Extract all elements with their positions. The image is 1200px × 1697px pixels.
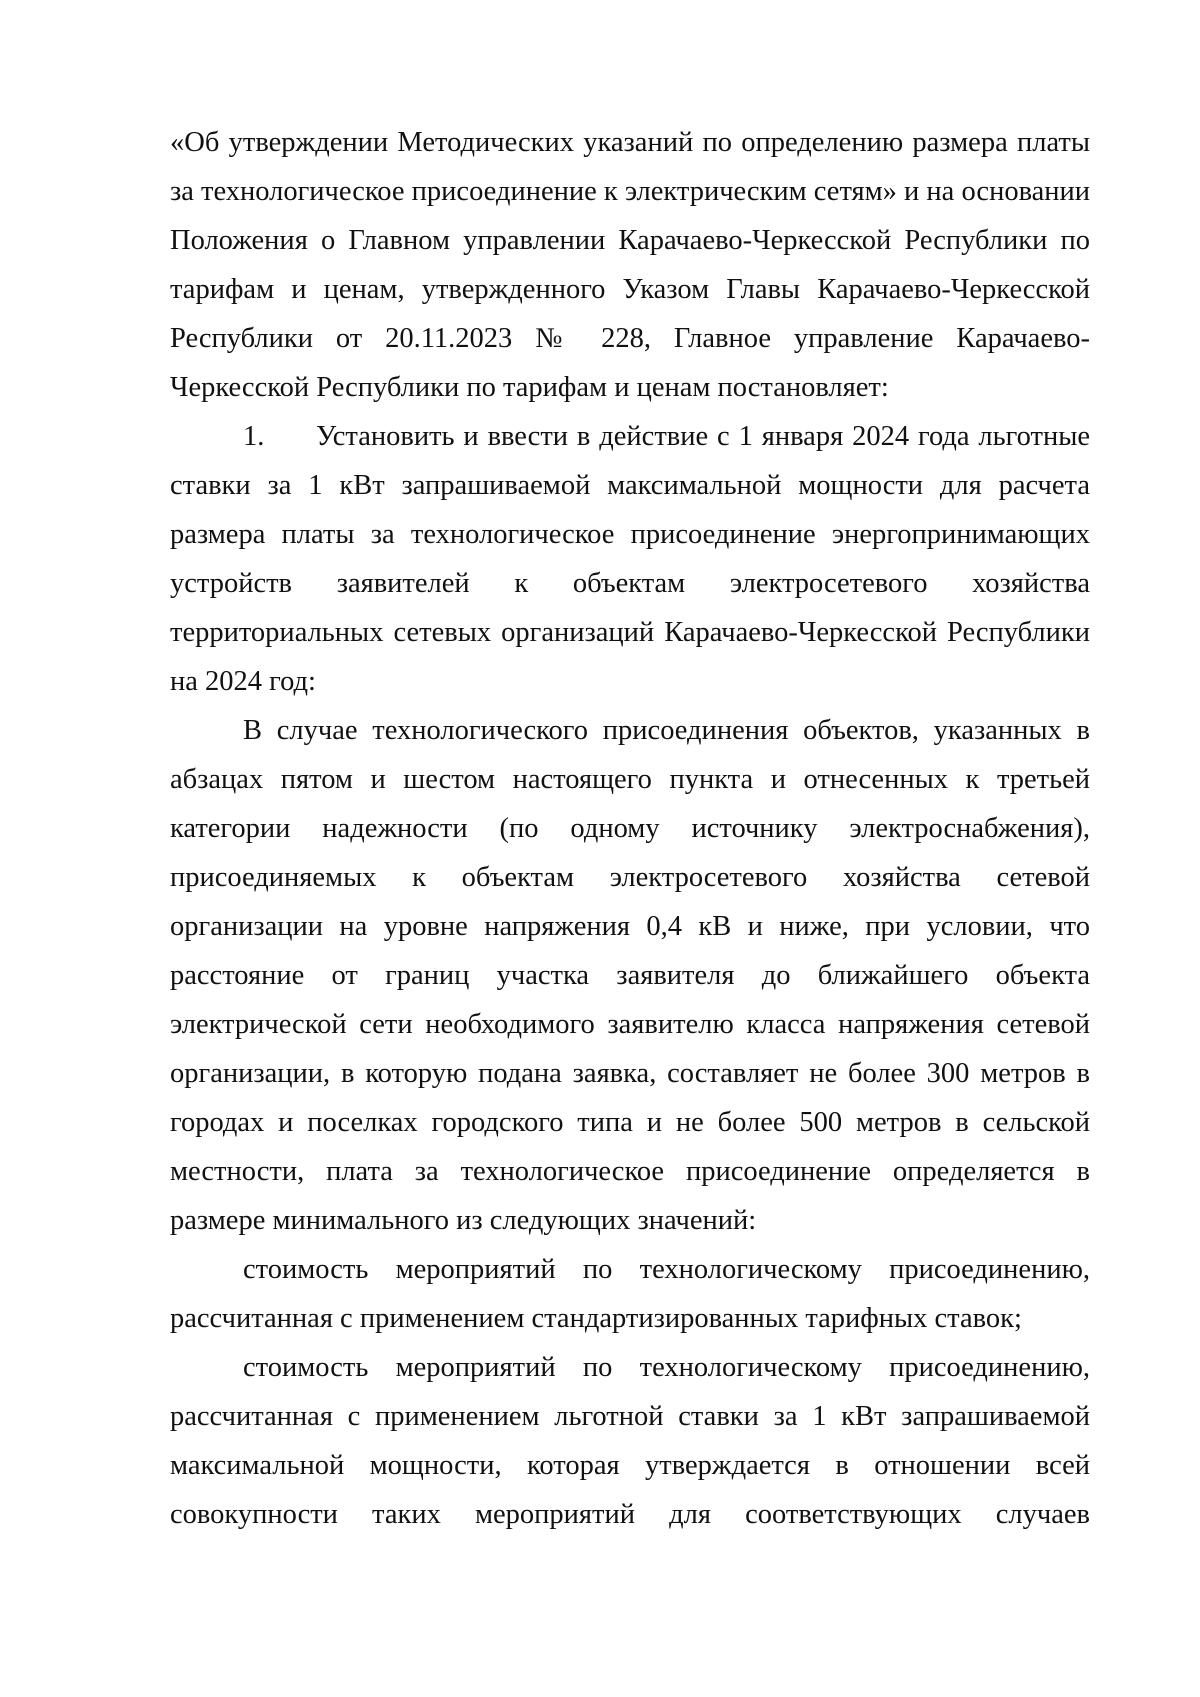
text-line: организации, в которую подана заявка, составляет не более 300 метров в <box>170 1058 1090 1089</box>
text-line: Республики от 20.11.2023 № 228, Главное управление Карачаево- <box>170 323 1090 354</box>
item-number: 1. <box>243 421 265 452</box>
cost-preferential-paragraph <box>170 1343 1090 1539</box>
text-line: местности, плата за технологическое присоединение определяется в <box>170 1156 1090 1187</box>
text-line: размере минимального из следующих значений: <box>170 1205 757 1236</box>
text-line: территориальных сетевых организаций Карачаево-Черкесской Республики <box>170 617 1090 648</box>
text-line: максимальной мощности, которая утверждается в отношении всей <box>170 1450 1090 1481</box>
text-line: В случае технологического присоединения объектов, указанных в <box>243 715 1090 746</box>
text-line: совокупности таких мероприятий для соответствующих случаев <box>170 1499 1090 1530</box>
text-line: абзацах пятом и шестом настоящего пункта и отнесенных к третьей <box>170 764 1090 795</box>
text-line: расстояние от границ участка заявителя до ближайшего объекта <box>170 960 1090 991</box>
item-1-first-line <box>170 412 1090 461</box>
text-line: городах и поселках городского типа и не более 500 метров в сельской <box>170 1107 1090 1138</box>
text-line: электрической сети необходимого заявителю класса напряжения сетевой <box>170 1009 1090 1040</box>
item-1-paragraph <box>170 412 1090 706</box>
cost-standard-paragraph <box>170 1245 1090 1343</box>
text-line: присоединяемых к объектам электросетевого хозяйства сетевой <box>170 862 1090 893</box>
text-line: тарифам и ценам, утвержденного Указом Главы Карачаево-Черкесской <box>170 274 1090 305</box>
text-line: «Об утверждении Методических указаний по определению размера платы <box>170 127 1090 158</box>
text-line: рассчитанная с применением стандартизированных тарифных ставок; <box>170 1303 1022 1334</box>
text-line: стоимость мероприятий по технологическому присоединению, <box>243 1352 1090 1383</box>
text-line: ставки за 1 кВт запрашиваемой максимальной мощности для расчета <box>170 470 1090 501</box>
text-line: размера платы за технологическое присоединение энергопринимающих <box>170 519 1090 550</box>
text-line: организации на уровне напряжения 0,4 кВ и ниже, при условии, что <box>170 911 1090 942</box>
text-line: рассчитанная с применением льготной ставки за 1 кВт запрашиваемой <box>170 1401 1090 1432</box>
document-body <box>170 118 1090 1539</box>
text-line: категории надежности (по одному источнику электроснабжения), <box>170 813 1090 844</box>
text-line: Черкесской Республики по тарифам и ценам постановляет: <box>170 372 889 403</box>
text-line: Положения о Главном управлении Карачаево-Черкесской Республики по <box>170 225 1090 256</box>
text-line: за технологическое присоединение к электрическим сетям» и на основании <box>170 176 1091 207</box>
text-line: стоимость мероприятий по технологическому присоединению, <box>243 1254 1090 1285</box>
text-line: на 2024 год: <box>170 666 316 697</box>
case-paragraph <box>170 706 1090 1245</box>
text-line: устройств заявителей к объектам электросетевого хозяйства <box>170 568 1090 599</box>
preamble-paragraph <box>170 118 1090 412</box>
item-1-first-line-text: Установить и ввести в действие с 1 января 2024 года льготные <box>316 421 1090 452</box>
